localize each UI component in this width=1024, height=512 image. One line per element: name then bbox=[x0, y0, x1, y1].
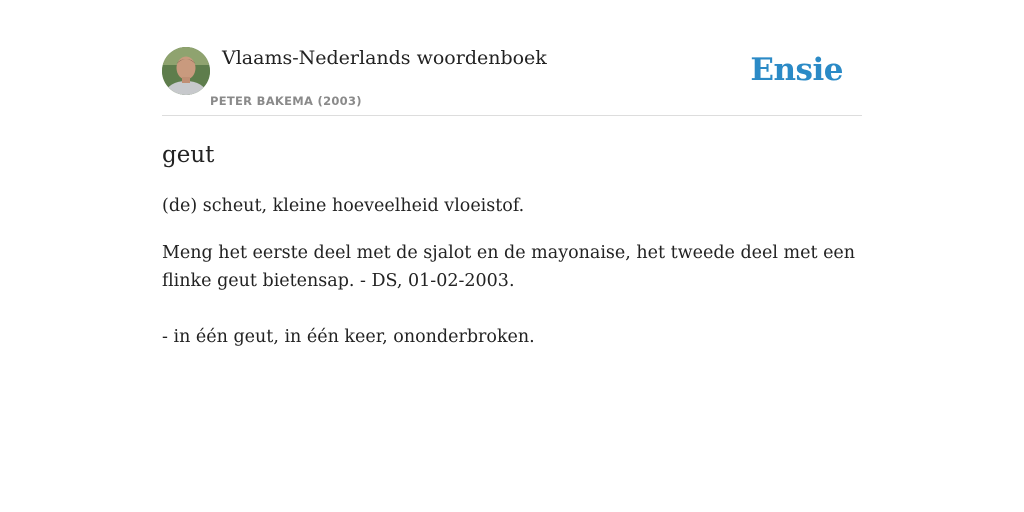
entry-definition: (de) scheut, kleine hoeveelheid vloeistof. bbox=[162, 196, 525, 216]
entry-idiom: - in één geut, in één keer, ononderbroken. bbox=[162, 327, 535, 347]
book-title[interactable]: Vlaams-Nederlands woordenboek bbox=[222, 47, 547, 69]
entry-container bbox=[162, 0, 862, 347]
ensie-logo[interactable]: Ensie bbox=[750, 52, 843, 88]
avatar-photo-icon bbox=[162, 47, 210, 95]
entry-example: Meng het eerste deel met de sjalot en de mayonaise, het tweede deel met een flinke geut bietensap. - DS, 01-02-2003. bbox=[162, 243, 856, 291]
author-name[interactable]: PETER BAKEMA (2003) bbox=[210, 94, 362, 108]
header bbox=[162, 0, 862, 116]
author-avatar[interactable] bbox=[162, 47, 210, 95]
entry-term: geut bbox=[162, 142, 215, 168]
